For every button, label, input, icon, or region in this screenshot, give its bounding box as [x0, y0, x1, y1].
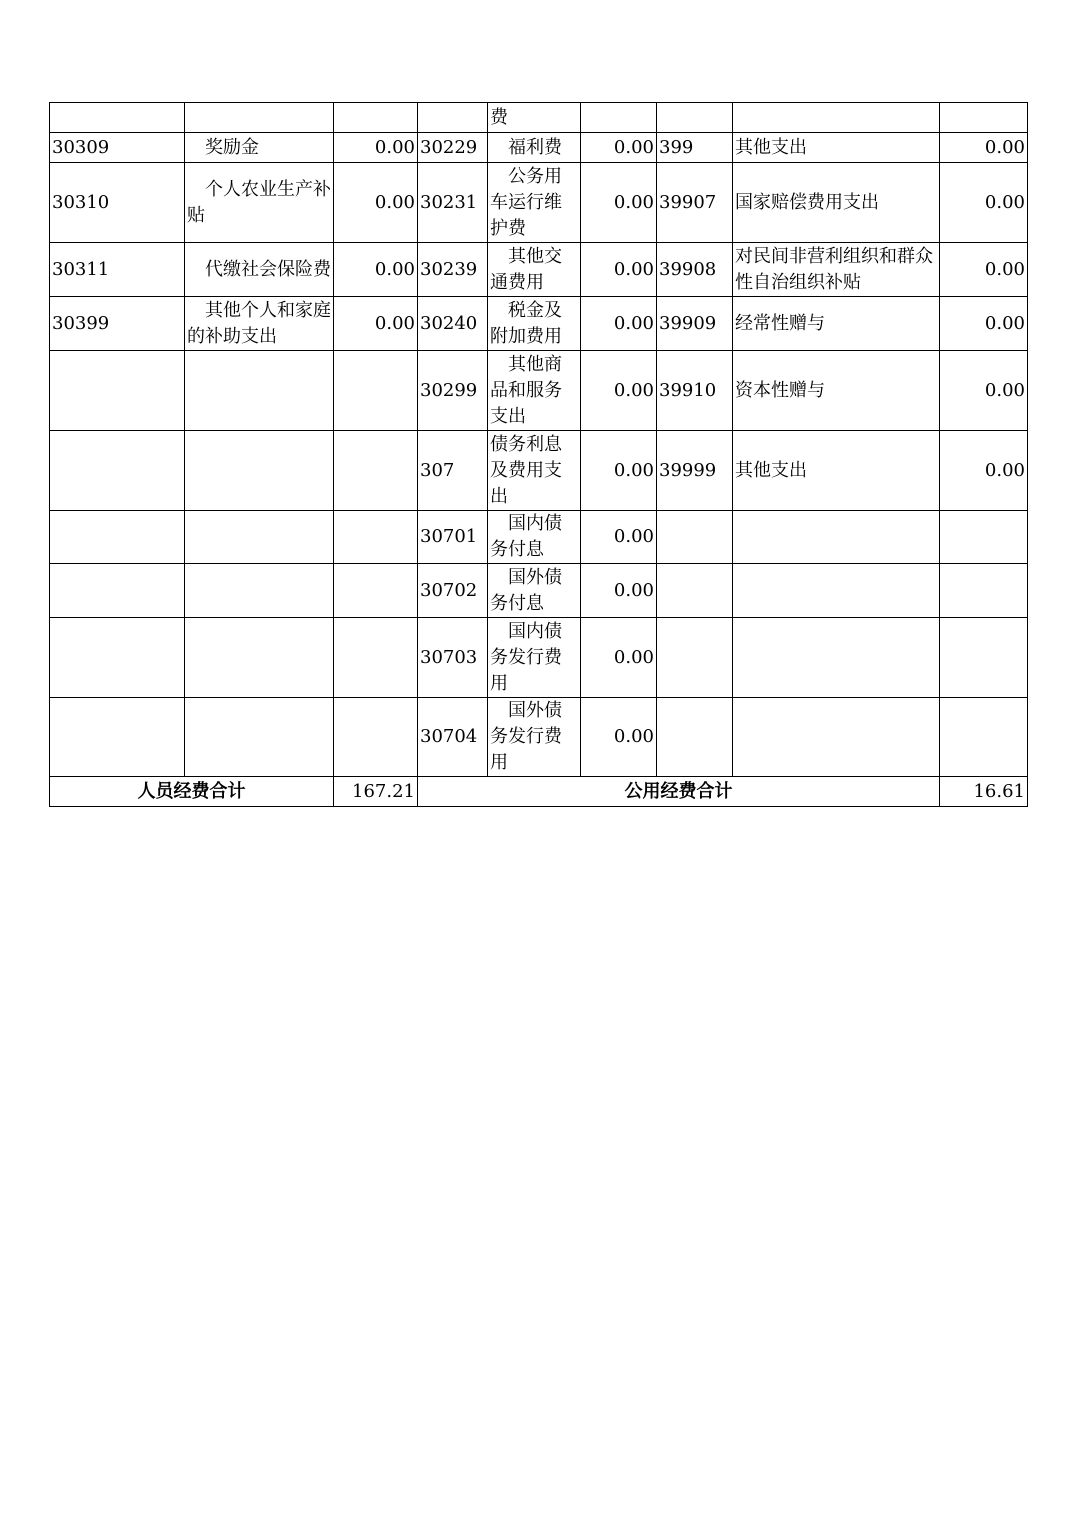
table-row — [50, 163, 1028, 243]
table-row — [50, 351, 1028, 431]
other-item — [733, 698, 940, 777]
public-amount: 0.00 — [581, 564, 657, 618]
personnel-item — [185, 511, 334, 564]
personnel-item: 奖励金 — [185, 133, 334, 163]
personnel-amount — [334, 351, 418, 431]
other-code: 39907 — [657, 163, 733, 243]
other-amount: 0.00 — [940, 351, 1028, 431]
personnel-total-value: 167.21 — [334, 777, 418, 807]
personnel-amount: 0.00 — [334, 163, 418, 243]
personnel-item — [185, 564, 334, 618]
other-amount: 0.00 — [940, 243, 1028, 297]
personnel-code: 30311 — [50, 243, 185, 297]
totals-row — [50, 777, 1028, 807]
personnel-code: 30310 — [50, 163, 185, 243]
public-item: 国内债务付息 — [488, 511, 581, 564]
public-amount: 0.00 — [581, 351, 657, 431]
other-code — [657, 618, 733, 698]
table-row — [50, 243, 1028, 297]
other-item — [733, 511, 940, 564]
personnel-amount: 0.00 — [334, 133, 418, 163]
table-row — [50, 698, 1028, 777]
other-amount: 0.00 — [940, 297, 1028, 351]
other-amount — [940, 511, 1028, 564]
other-code — [657, 103, 733, 133]
public-code: 30229 — [418, 133, 488, 163]
table-row — [50, 431, 1028, 511]
public-item: 国外债务发行费用 — [488, 698, 581, 777]
other-amount: 0.00 — [940, 431, 1028, 511]
public-item: 税金及附加费用 — [488, 297, 581, 351]
table-row — [50, 103, 1028, 133]
public-item: 费 — [488, 103, 581, 133]
public-code: 30239 — [418, 243, 488, 297]
public-total-value: 16.61 — [940, 777, 1028, 807]
personnel-item: 个人农业生产补贴 — [185, 163, 334, 243]
table-row — [50, 511, 1028, 564]
personnel-amount — [334, 431, 418, 511]
other-amount — [940, 618, 1028, 698]
other-amount: 0.00 — [940, 163, 1028, 243]
other-code — [657, 511, 733, 564]
public-item: 国内债务发行费用 — [488, 618, 581, 698]
public-code: 30299 — [418, 351, 488, 431]
public-amount: 0.00 — [581, 618, 657, 698]
public-amount: 0.00 — [581, 511, 657, 564]
other-item: 对民间非营利组织和群众性自治组织补贴 — [733, 243, 940, 297]
other-item: 其他支出 — [733, 133, 940, 163]
other-code: 39908 — [657, 243, 733, 297]
personnel-amount — [334, 564, 418, 618]
table-row — [50, 564, 1028, 618]
other-item — [733, 618, 940, 698]
other-amount — [940, 103, 1028, 133]
personnel-code — [50, 618, 185, 698]
public-item: 福利费 — [488, 133, 581, 163]
personnel-item — [185, 351, 334, 431]
other-amount — [940, 698, 1028, 777]
public-code: 30703 — [418, 618, 488, 698]
personnel-code — [50, 698, 185, 777]
other-code: 399 — [657, 133, 733, 163]
personnel-code: 30399 — [50, 297, 185, 351]
personnel-code: 30309 — [50, 133, 185, 163]
personnel-item — [185, 431, 334, 511]
personnel-code — [50, 564, 185, 618]
personnel-amount — [334, 511, 418, 564]
public-amount: 0.00 — [581, 163, 657, 243]
other-item: 资本性赠与 — [733, 351, 940, 431]
public-item: 其他商品和服务支出 — [488, 351, 581, 431]
personnel-amount — [334, 698, 418, 777]
other-item: 经常性赠与 — [733, 297, 940, 351]
public-amount: 0.00 — [581, 698, 657, 777]
other-code: 39909 — [657, 297, 733, 351]
personnel-code — [50, 511, 185, 564]
other-item — [733, 564, 940, 618]
public-amount: 0.00 — [581, 133, 657, 163]
public-code: 30240 — [418, 297, 488, 351]
public-amount: 0.00 — [581, 297, 657, 351]
public-code: 30231 — [418, 163, 488, 243]
personnel-code — [50, 351, 185, 431]
public-code — [418, 103, 488, 133]
personnel-code — [50, 103, 185, 133]
other-item: 国家赔偿费用支出 — [733, 163, 940, 243]
personnel-amount: 0.00 — [334, 243, 418, 297]
personnel-amount — [334, 103, 418, 133]
other-code: 39910 — [657, 351, 733, 431]
public-item: 其他交通费用 — [488, 243, 581, 297]
public-amount — [581, 103, 657, 133]
personnel-item — [185, 618, 334, 698]
other-code — [657, 564, 733, 618]
public-item: 国外债务付息 — [488, 564, 581, 618]
personnel-amount: 0.00 — [334, 297, 418, 351]
public-code: 30701 — [418, 511, 488, 564]
personnel-item — [185, 698, 334, 777]
personnel-code — [50, 431, 185, 511]
public-item: 债务利息及费用支出 — [488, 431, 581, 511]
other-item — [733, 103, 940, 133]
public-code: 307 — [418, 431, 488, 511]
public-amount: 0.00 — [581, 243, 657, 297]
table-row — [50, 133, 1028, 163]
public-code: 30704 — [418, 698, 488, 777]
other-item: 其他支出 — [733, 431, 940, 511]
public-total-label: 公用经费合计 — [418, 777, 940, 807]
expenditure-table — [49, 102, 1028, 807]
other-code — [657, 698, 733, 777]
table-row — [50, 618, 1028, 698]
personnel-item: 代缴社会保险费 — [185, 243, 334, 297]
public-item: 公务用车运行维护费 — [488, 163, 581, 243]
other-code: 39999 — [657, 431, 733, 511]
table-row — [50, 297, 1028, 351]
personnel-total-label: 人员经费合计 — [50, 777, 334, 807]
public-code: 30702 — [418, 564, 488, 618]
personnel-item: 其他个人和家庭的补助支出 — [185, 297, 334, 351]
other-amount — [940, 564, 1028, 618]
personnel-item — [185, 103, 334, 133]
public-amount: 0.00 — [581, 431, 657, 511]
personnel-amount — [334, 618, 418, 698]
other-amount: 0.00 — [940, 133, 1028, 163]
